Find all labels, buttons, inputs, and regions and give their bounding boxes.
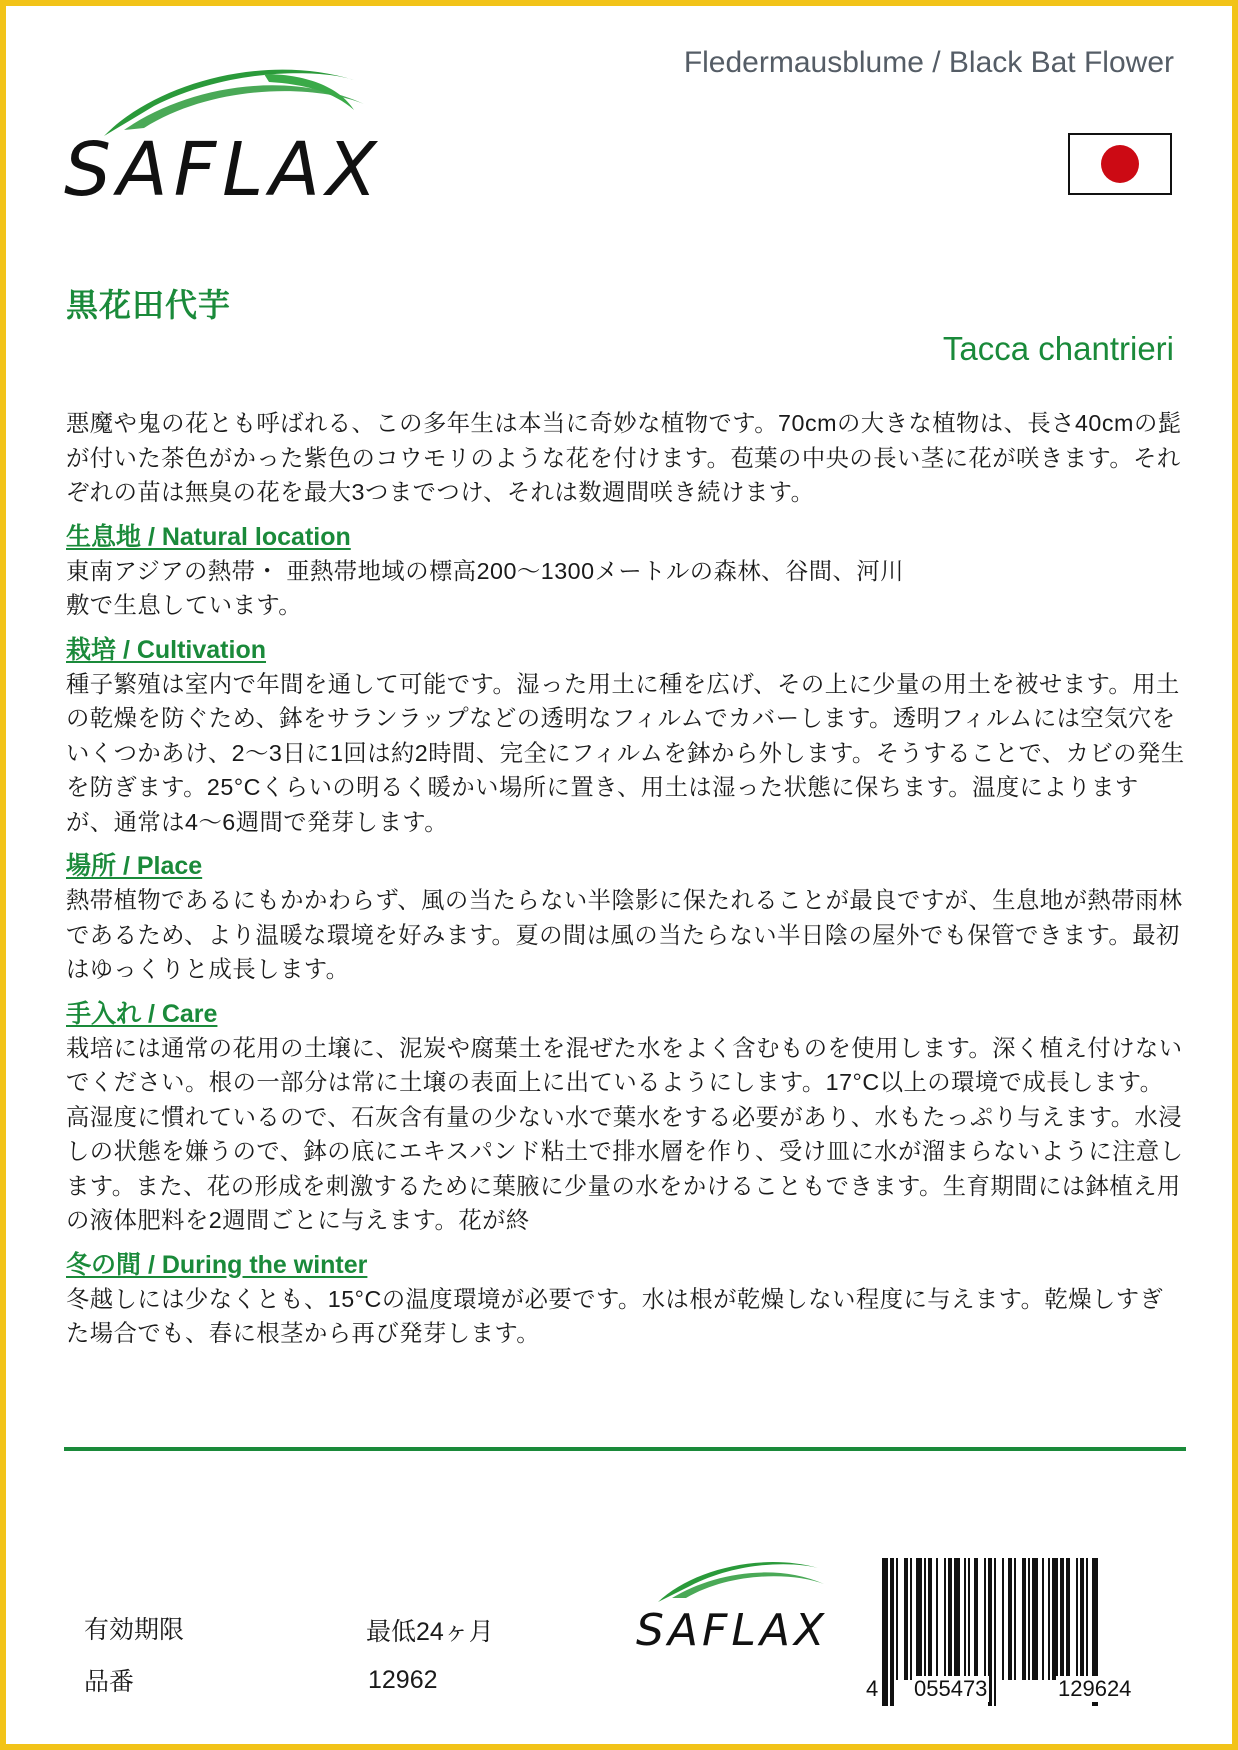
barcode-bar <box>1028 1558 1030 1680</box>
saflax-logo-bottom <box>636 1546 846 1656</box>
barcode-bar <box>896 1558 898 1680</box>
barcode-bar <box>948 1558 952 1680</box>
barcode-bar <box>1076 1558 1078 1680</box>
barcode-bar <box>964 1558 966 1680</box>
barcode-bar <box>1022 1558 1026 1680</box>
barcode-bar <box>954 1558 960 1680</box>
heading-winter: 冬の間 / During the winter <box>66 1250 368 1279</box>
barcode-bar <box>916 1558 922 1680</box>
item-number-value: 12962 <box>368 1666 438 1694</box>
barcode-bar <box>928 1558 932 1680</box>
item-number-label: 品番 <box>84 1668 135 1696</box>
heading-natural-location: 生息地 / Natural location <box>66 522 351 551</box>
barcode-bar <box>1002 1558 1004 1680</box>
barcode-digit-1: 4 <box>866 1676 879 1701</box>
expiry-label: 有効期限 <box>84 1616 185 1644</box>
product-title: Fledermausblume / Black Bat Flower <box>683 46 1174 79</box>
barcode-digit-2: 055473 <box>914 1676 988 1701</box>
barcode-bar <box>936 1558 938 1680</box>
barcode-bar <box>1086 1558 1088 1680</box>
latin-name: Tacca chantrieri <box>942 330 1174 367</box>
japanese-name: 黒花田代芋 <box>66 287 232 323</box>
barcode-bar <box>968 1558 970 1680</box>
barcode-bar <box>974 1558 978 1680</box>
natural-location-line-1: 東南アジアの熱帯・ 亜熱帯地域の標高200〜1300メートルの森林、谷間、河川 <box>66 557 904 584</box>
barcode-bar <box>910 1558 912 1680</box>
barcode-bar <box>1014 1558 1016 1680</box>
main-content <box>66 406 1186 1351</box>
care-text: 栽培には通常の花用の土壌に、泥炭や腐葉土を混ぜた水をよく含むものを使用します。深く植え付けないでください。根の一部分は常に土壌の表面上に出ているようにします。17°C以上の環境で成長します。高湿度に慣れているので、石灰含有量の少ない水で葉水をする必要があり、水もたっぷり与えます。水浸しの状態を嫌うので、鉢の底にエキスパンド粘土で排水層を作り、受け皿に水が溜まらないように注意します。また、花の形成を刺激するために葉腋に少量の水をかけることもできます。生育期間には鉢植え用の液体肥料を2週間ごとに与えます。花が終 <box>66 1034 1184 1233</box>
footer-divider <box>64 1447 1186 1451</box>
barcode-bar <box>1042 1558 1044 1680</box>
barcode-bar <box>1008 1558 1012 1680</box>
heading-care: 手入れ / Care <box>66 999 218 1028</box>
barcode-bar <box>890 1558 894 1706</box>
heading-cultivation: 栽培 / Cultivation <box>66 635 267 664</box>
logo-wordmark: SAFLAX <box>636 1605 829 1656</box>
barcode-bar <box>1048 1558 1050 1680</box>
natural-location-line-2: 敷で生息しています。 <box>66 592 303 618</box>
barcode-bar <box>994 1558 996 1706</box>
winter-text: 冬越しには少なくとも、15°Cの温度環境が必要です。水は根が乾燥しない程度に与えます。乾燥しすぎた場合でも、春に根茎から再び発芽します。 <box>66 1285 1164 1346</box>
barcode-bar <box>1060 1558 1064 1680</box>
heading-place: 場所 / Place <box>66 852 203 880</box>
barcode <box>868 1558 1186 1706</box>
barcode-bar <box>1080 1558 1084 1680</box>
barcode-bar <box>882 1558 888 1706</box>
barcode-bar <box>1066 1558 1070 1680</box>
logo-wordmark: SAFLAX <box>64 127 383 213</box>
barcode-bar <box>904 1558 908 1680</box>
japan-flag-icon <box>1068 133 1172 195</box>
barcode-bar <box>984 1558 986 1680</box>
flag-disc <box>1101 145 1139 183</box>
barcode-bar <box>924 1558 926 1680</box>
barcode-digit-3: 129624 <box>1058 1676 1132 1701</box>
cultivation-text: 種子繁殖は室内で年間を通して可能です。湿った用土に種を広げ、その上に少量の用土を被せます。用土の乾燥を防ぐため、鉢をサランラップなどの透明なフィルムでカバーします。透明フィルムには空気穴をいくつかあけ、2～3日に1回は約2時間、完全にフィルムを鉢から外します。そうすることで、カビの発生を防ぎます。25°Cくらいの明るく暖かい場所に置き、用土は湿った状態に保ちます。温度によりますが、通常は4〜6週間で発芽します。 <box>66 670 1185 835</box>
barcode-bar <box>1032 1558 1038 1680</box>
saflax-logo-top <box>64 44 404 214</box>
expiry-value: 最低24ヶ月 <box>366 1618 494 1646</box>
barcode-bar <box>944 1558 946 1680</box>
barcode-bar <box>1052 1558 1058 1680</box>
description-text: 悪魔や鬼の花とも呼ばれる、この多年生は本当に奇妙な植物です。70cmの大きな植物は、長さ40cmの髭が付いた茶色がかった紫色のコウモリのような花を付けます。苞葉の中央の長い茎に花が咲きます。それぞれの苗は無臭の花を最大3つまでつけ、それは数週間咲き続けます。 <box>66 410 1182 505</box>
place-text: 熱帯植物であるにもかかわらず、風の当たらない半陰影に保たれることが最良ですが、生息地が熱帯雨林であるため、より温暖な環境を好みます。夏の間は風の当たらない半日陰の屋外でも保管できます。最初はゆっくりと成長します。 <box>66 887 1183 982</box>
